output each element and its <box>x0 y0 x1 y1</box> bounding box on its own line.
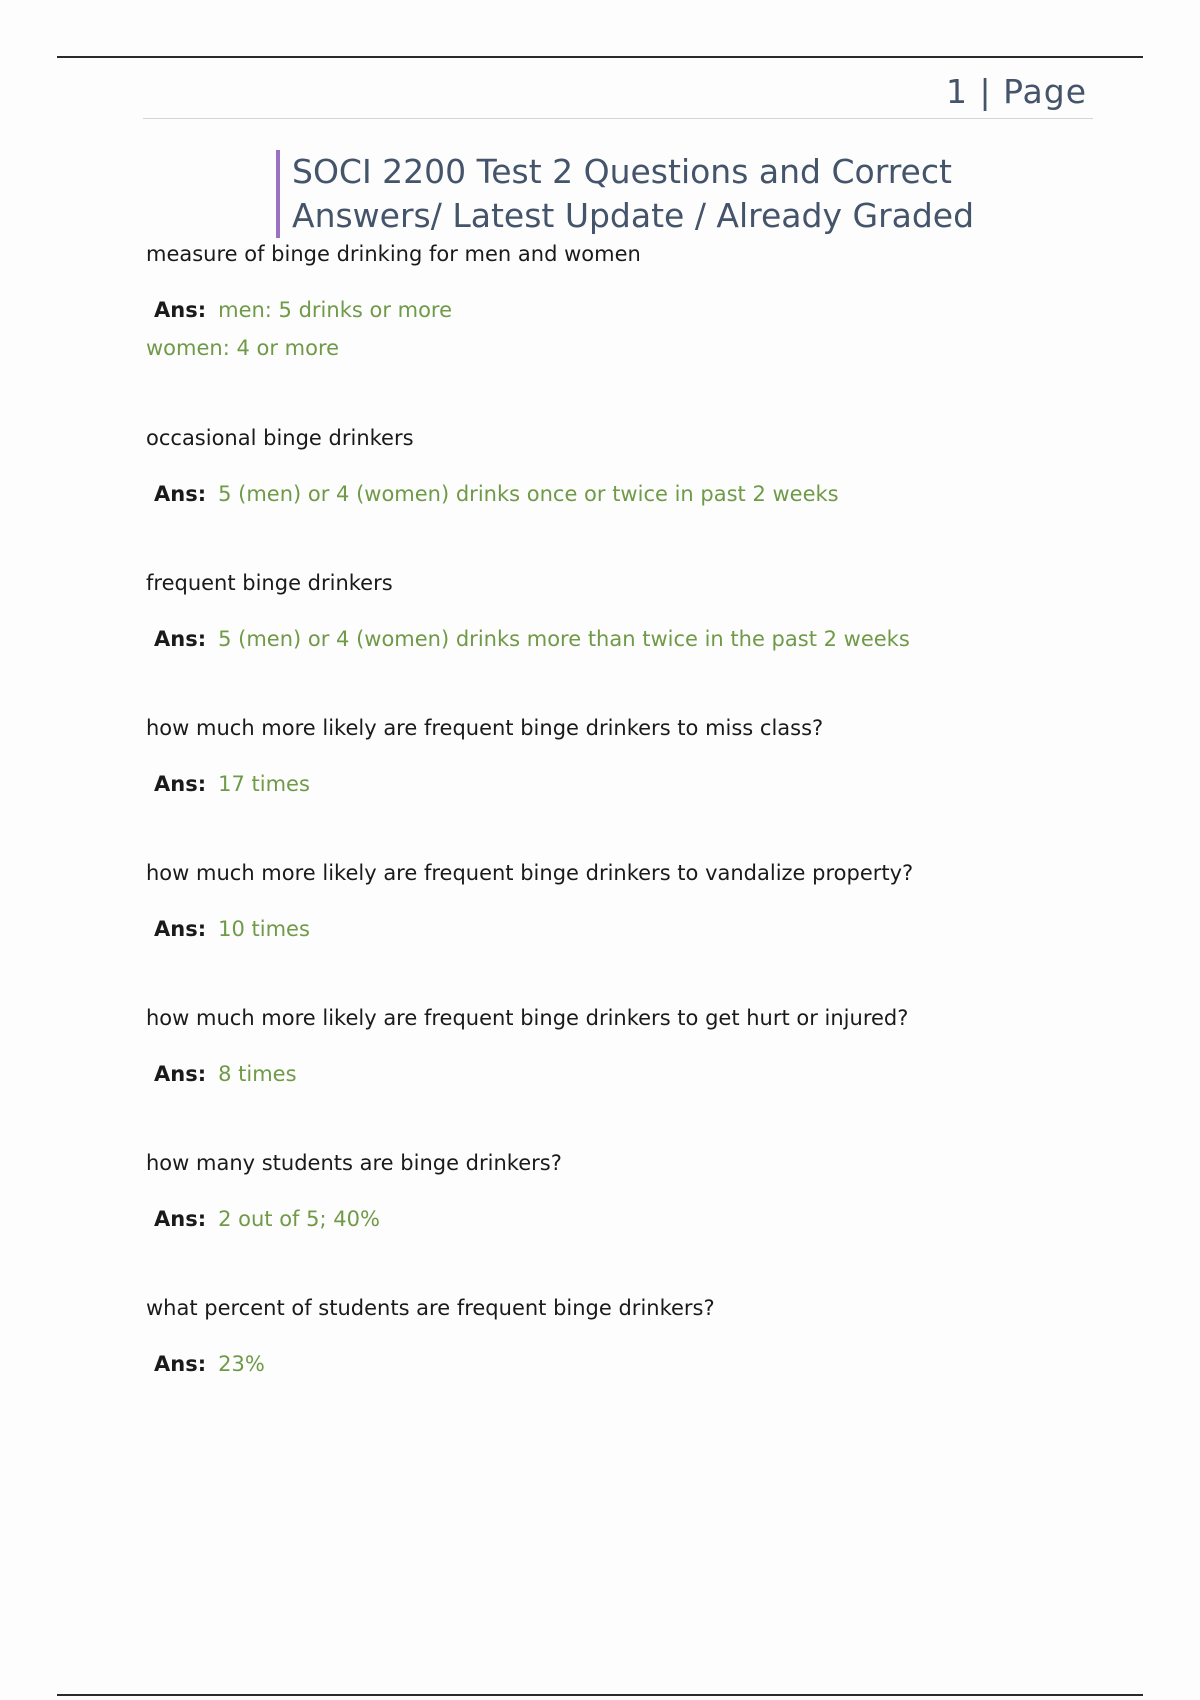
answer-label: Ans: <box>154 298 207 322</box>
qa-item-2 <box>146 424 1146 508</box>
qa-item-3 <box>146 569 1146 653</box>
answer-text: 17 times <box>218 772 310 796</box>
answer-text: 10 times <box>218 917 310 941</box>
answer-text: 23% <box>218 1352 265 1376</box>
answer-text: 5 (men) or 4 (women) drinks once or twice in past 2 weeks <box>218 482 839 506</box>
answer-label: Ans: <box>154 482 207 506</box>
answer-label: Ans: <box>154 917 207 941</box>
answer-continued: women: 4 or more <box>146 336 340 360</box>
qa-item-8 <box>146 1294 1146 1378</box>
qa-item-4 <box>146 714 1146 798</box>
answer-label: Ans: <box>154 1062 207 1086</box>
answer <box>146 915 1146 943</box>
page-header <box>143 72 1093 119</box>
question-text: what percent of students are frequent binge drinkers? <box>146 1296 715 1320</box>
question-text: how much more likely are frequent binge drinkers to vandalize property? <box>146 861 914 885</box>
qa-item-6 <box>146 1004 1146 1088</box>
answer-text: 8 times <box>218 1062 297 1086</box>
title-line-1: SOCI 2200 Test 2 Questions and Correct <box>292 152 952 191</box>
bottom-rule <box>57 1694 1143 1696</box>
answer-label: Ans: <box>154 1207 207 1231</box>
question-text: occasional binge drinkers <box>146 426 414 450</box>
qa-item-1 <box>146 240 1146 362</box>
answer <box>146 625 1146 653</box>
qa-item-5 <box>146 859 1146 943</box>
question-text: how many students are binge drinkers? <box>146 1151 562 1175</box>
question-text: how much more likely are frequent binge drinkers to miss class? <box>146 716 824 740</box>
answer <box>146 770 1146 798</box>
answer <box>146 1060 1146 1088</box>
answer <box>146 296 1146 324</box>
title-line-2: Answers/ Latest Update / Already Graded <box>292 196 975 235</box>
answer <box>146 480 1146 508</box>
answer <box>146 1205 1146 1233</box>
page-number: 1 | Page <box>946 72 1087 111</box>
question-text: how much more likely are frequent binge drinkers to get hurt or injured? <box>146 1006 909 1030</box>
question-text: frequent binge drinkers <box>146 571 393 595</box>
answer-label: Ans: <box>154 1352 207 1376</box>
answer-text: 2 out of 5; 40% <box>218 1207 380 1231</box>
top-rule <box>57 56 1143 58</box>
answer-text: men: 5 drinks or more <box>218 298 453 322</box>
answer-label: Ans: <box>154 627 207 651</box>
document-title <box>276 150 1052 238</box>
answer-label: Ans: <box>154 772 207 796</box>
answer-text: 5 (men) or 4 (women) drinks more than twice in the past 2 weeks <box>218 627 910 651</box>
question-text: measure of binge drinking for men and women <box>146 242 641 266</box>
qa-item-7 <box>146 1149 1146 1233</box>
answer <box>146 1350 1146 1378</box>
